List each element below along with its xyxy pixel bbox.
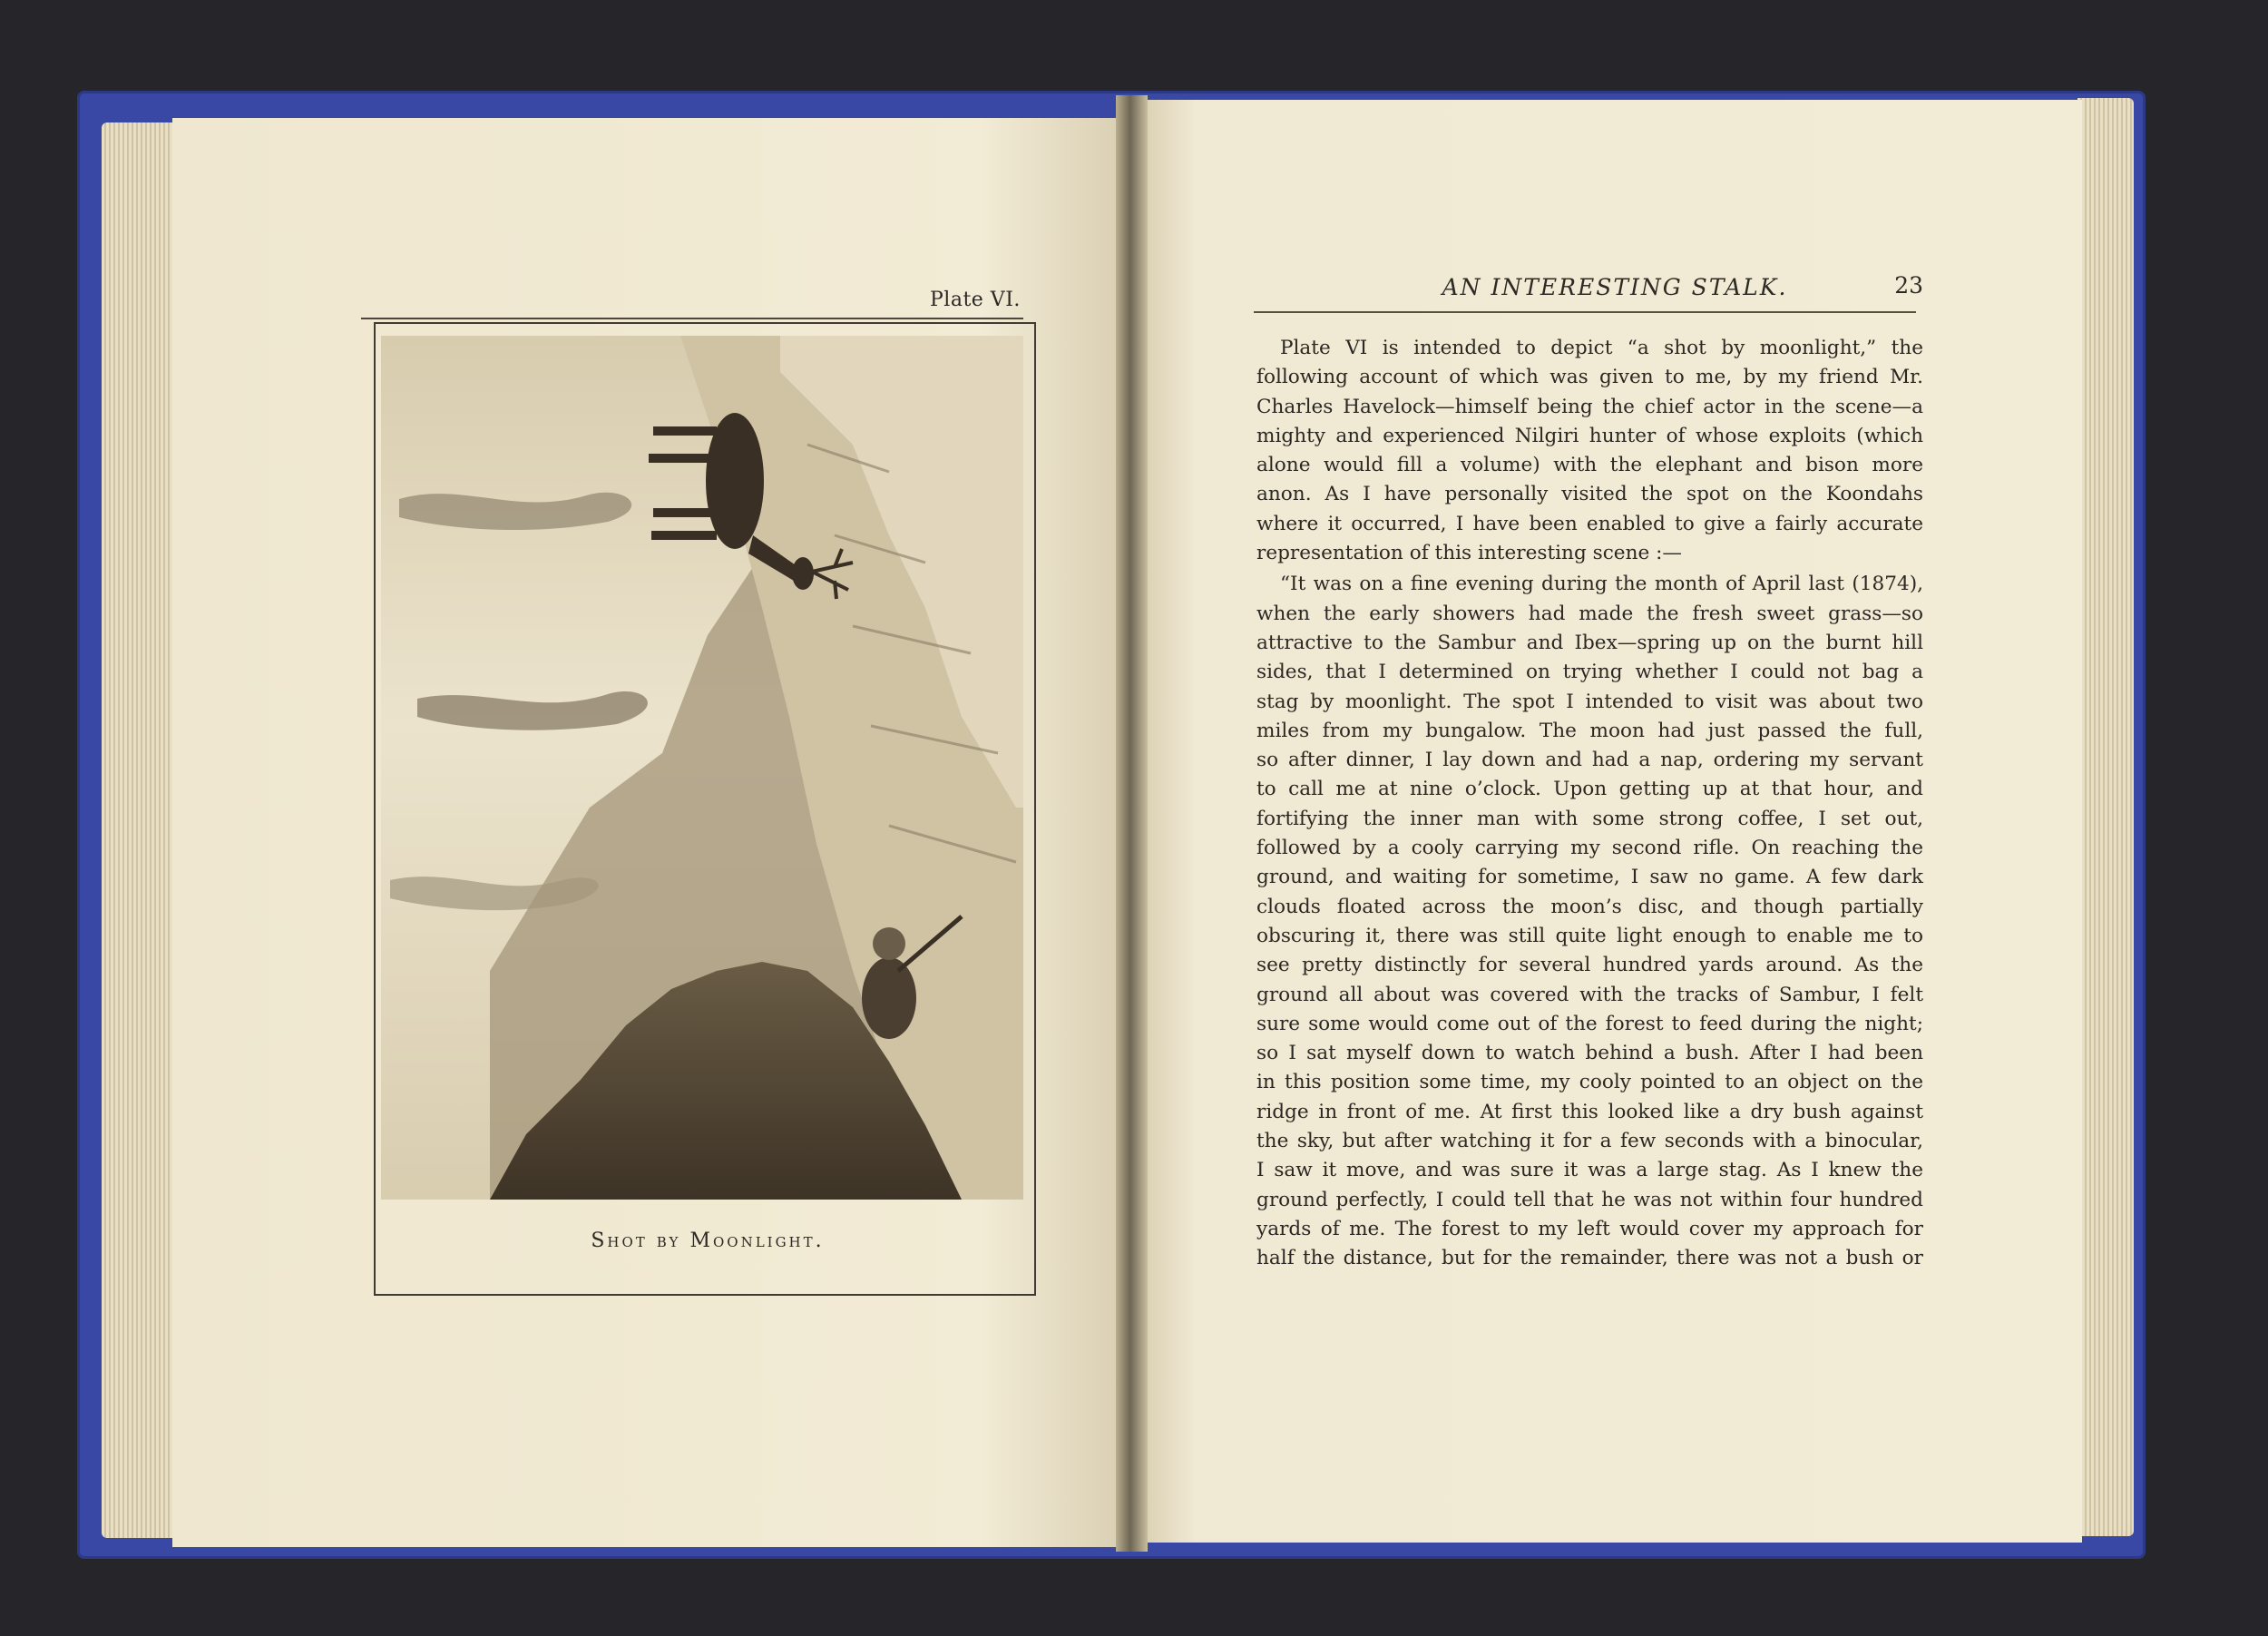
page-number: 23 — [1894, 272, 1923, 299]
text-line: fortifying the inner man with some strong coffee, I set out, — [1256, 807, 1923, 830]
text-line: miles from my bungalow. The moon had just passed the full, — [1256, 719, 1923, 742]
text-line: sides, that I determined on trying whether I could not bag a — [1256, 661, 1923, 684]
text-line: mighty and experienced Nilgiri hunter of whose exploits (which — [1256, 424, 1923, 447]
text-line: see pretty distinctly for several hundred yards around. As the — [1256, 954, 1923, 977]
text-line: to call me at nine o’clock. Upon getting up at that hour, and — [1256, 778, 1923, 801]
text-line: anon. As I have personally visited the spot on the Koondahs — [1256, 483, 1923, 506]
paragraph-2 — [1256, 570, 1923, 1273]
book-gutter — [1116, 95, 1148, 1552]
moonlight-stag-illustration — [381, 336, 1023, 1200]
text-line: ground, and waiting for sometime, I saw no game. A few dark — [1256, 866, 1923, 889]
text-line: Plate VI is intended to depict “a shot by moonlight,” the — [1280, 337, 1923, 359]
text-line: followed by a cooly carrying my second rifle. On reaching the — [1256, 837, 1923, 860]
text-line: I saw it move, and was sure it was a large stag. As I knew the — [1256, 1159, 1923, 1182]
text-line: when the early showers had made the fresh sweet grass—so — [1256, 602, 1923, 625]
text-line: stag by moonlight. The spot I intended to visit was about two — [1256, 690, 1923, 713]
text-line: following account of which was given to me, by my friend Mr. — [1256, 366, 1923, 389]
text-line: attractive to the Sambur and Ibex—spring up on the burnt hill — [1256, 631, 1923, 654]
plate-top-rule — [361, 318, 1023, 319]
text-line: representation of this interesting scene :— — [1256, 542, 1682, 565]
text-line: Charles Havelock—himself being the chief actor in the scene—a — [1256, 395, 1923, 418]
running-title: AN INTERESTING STALK. — [1442, 274, 1788, 300]
text-line: ground perfectly, I could tell that he was not within four hundred — [1256, 1188, 1923, 1211]
page-edges-left — [102, 122, 174, 1538]
text-line: half the distance, but for the remainder, there was not a bush or — [1256, 1247, 1923, 1270]
text-line: obscuring it, there was still quite light enough to enable me to — [1256, 924, 1923, 947]
text-line: ridge in front of me. At first this looked like a dry bush against — [1256, 1100, 1923, 1123]
plate-caption: Shot by Moonlight. — [591, 1229, 825, 1252]
paragraph-1 — [1256, 334, 1923, 568]
text-line: in this position some time, my cooly pointed to an object on the — [1256, 1071, 1923, 1094]
text-line: ground all about was covered with the tracks of Sambur, I felt — [1256, 983, 1923, 1006]
plate-label: Plate VI. — [930, 289, 1021, 311]
text-line: the sky, but after watching it for a few seconds with a binocular, — [1256, 1130, 1923, 1153]
text-line: yards of me. The forest to my left would cover my approach for — [1256, 1217, 1923, 1240]
text-line: “It was on a fine evening during the month of April last (1874), — [1280, 573, 1923, 596]
page-edges-right — [2077, 98, 2134, 1536]
text-line: alone would fill a volume) with the elephant and bison more — [1256, 454, 1923, 477]
text-line: clouds floated across the moon’s disc, and though partially — [1256, 895, 1923, 918]
body-text — [1256, 334, 1923, 1274]
header-rule — [1254, 311, 1916, 313]
text-line: sure some would come out of the forest to feed during the night; — [1256, 1012, 1923, 1035]
text-line: so after dinner, I lay down and had a nap, ordering my servant — [1256, 749, 1923, 772]
plate-photograph — [381, 336, 1023, 1200]
text-line: where it occurred, I have been enabled to give a fairly accurate — [1256, 512, 1923, 535]
text-line: so I sat myself down to watch behind a bush. After I had been — [1256, 1042, 1923, 1065]
